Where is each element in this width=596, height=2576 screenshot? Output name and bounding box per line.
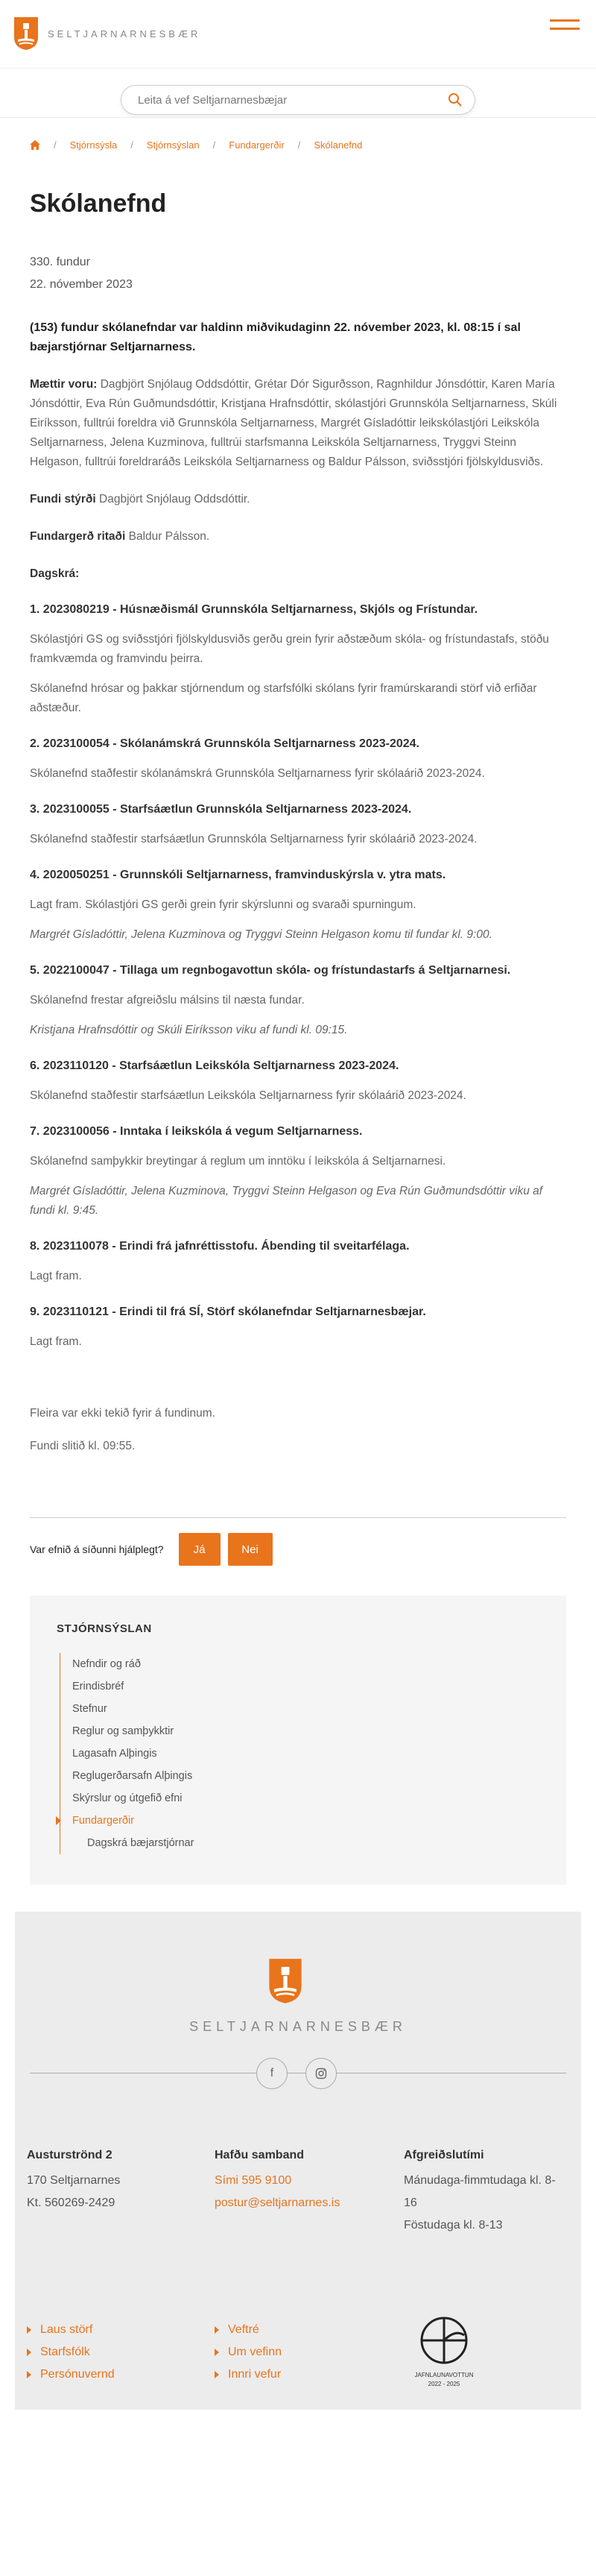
footer-contact: [215, 2144, 378, 2214]
meeting-end: Fundi slitið kl. 09:55.: [30, 1440, 136, 1452]
footer-hours-title: Afgreiðslutími: [404, 2149, 484, 2161]
footer-email-link[interactable]: postur@seltjarnarnes.is: [215, 2196, 340, 2209]
section-nav-title: STJÓRNSÝSLAN: [57, 1622, 152, 1635]
breadcrumb-link[interactable]: Stjórnsýsla: [69, 139, 118, 151]
agenda-item-text: Skólanefnd staðfestir starfsáætlun Leikskóla Seltjarnarness fyrir skólaárið 2023-2024.: [30, 1089, 466, 1102]
page-title: Skólanefnd: [30, 189, 167, 218]
instagram-icon[interactable]: [305, 2058, 337, 2089]
meeting-number: 330. fundur: [30, 256, 90, 268]
badge-years: 2022 - 2025: [428, 2381, 460, 2387]
agenda-item-title: 8. 2023110078 - Erindi frá jafnréttisstofu. Ábending til sveitarfélaga.: [30, 1240, 410, 1253]
agenda-item-title: 3. 2023100055 - Starfsáætlun Grunnskóla Seltjarnarness 2023-2024.: [30, 803, 412, 816]
breadcrumb-separator: /: [54, 139, 57, 151]
agenda-item-title: 9. 2023110121 - Erindi til frá SÍ, Störf skólanefndar Seltjarnarnesbæjar.: [30, 1306, 426, 1318]
agenda-item-title: 1. 2023080219 - Húsnæðismál Grunnskóla Seltjarnarness, Skjóls og Frístundar.: [30, 603, 478, 616]
footer-contact-title: Hafðu samband: [215, 2149, 305, 2161]
search-input[interactable]: [138, 94, 448, 107]
agenda-item-title: 2. 2023100054 - Skólanámskrá Grunnskóla Seltjarnarness 2023-2024.: [30, 737, 419, 750]
breadcrumb-separator: /: [130, 139, 133, 151]
equal-pay-certification-icon: [418, 2314, 470, 2366]
section-nav-item[interactable]: Erindisbréf: [72, 1681, 124, 1692]
footer-address-title: Austurströnd 2: [27, 2149, 112, 2161]
footer-phone-link[interactable]: Sími 595 9100: [215, 2174, 292, 2187]
attendees-list: Dagbjört Snjólaug Oddsdóttir, Grétar Dór Sigurðsson, Ragnhildur Jónsdóttir, Karen María Jónsdóttir, Eva Rún Guðmundsdóttir, Kristjana Hrafnsdóttir, skólastjóri Grunnskóla Seltjarnarness, Skúli Eiríksson, fulltrúi foreldra við Grunnskóla Seltjarnarness, Margrét Gísladóttir leikskólastjóri Leikskóla Seltjarnarness, Jelena Kuzminova, fulltrúi starfsmanna Leikskóla Seltjarnarness, Tryggvi Steinn Helgason, fulltrúi foreldraráðs Leikskóla Seltjarnarness og Baldur Pálsson, sviðsstjóri fjölskyldusviðs.: [30, 378, 557, 468]
brand-name: SELTJARNARNESBÆR: [48, 28, 201, 40]
section-nav-item[interactable]: Fundargerðir: [72, 1810, 539, 1832]
footer-links-2: [215, 2319, 282, 2386]
footer-link[interactable]: Um vefinn: [215, 2341, 282, 2364]
secretary: [30, 527, 566, 547]
footer-links-1: [27, 2319, 115, 2386]
agenda-item-title: 4. 2020050251 - Grunnskóli Seltjarnarness, framvinduskýrsla v. ytra mats.: [30, 869, 446, 881]
site-footer: [15, 1912, 581, 2410]
breadcrumb: [30, 137, 596, 152]
agenda-item-text: Skólanefnd samþykkir breytingar á reglum um inntöku í leikskóla á Seltjarnarnesi.: [30, 1155, 446, 1168]
section-nav-item[interactable]: Stefnur: [72, 1703, 107, 1715]
feedback-question: Var efnið á síðunni hjálplegt?: [30, 1543, 164, 1555]
section-nav-item[interactable]: Lagasafn Alþingis: [72, 1748, 157, 1760]
main-content: [0, 189, 596, 1453]
feedback-yes-button[interactable]: Já: [179, 1533, 221, 1566]
footer-link[interactable]: Laus störf: [27, 2319, 115, 2341]
site-header: [0, 0, 596, 69]
footer-link[interactable]: Starfsfólk: [27, 2341, 115, 2364]
agenda-item-text: Lagt fram. Skólastjóri GS gerði grein fyrir skýrslunni og svaraði spurningum.: [30, 898, 416, 911]
section-nav-item[interactable]: Reglur og samþykktir: [72, 1725, 174, 1737]
meeting-meta: [30, 251, 566, 296]
footer-brand: SELTJARNARNESBÆR: [189, 2019, 407, 2034]
agenda-item-text: Skólastjóri GS og sviðsstjóri fjölskyldusviðs gerðu grein fyrir aðstæðum skóla- og frístundastafs, stöðu framkvæmda og framvindu þeirra.: [30, 633, 549, 665]
breadcrumb-current[interactable]: Skólanefnd: [314, 139, 363, 151]
search-bar: [0, 69, 596, 118]
chair-name: Dagbjört Snjólaug Oddsdóttir.: [99, 493, 250, 506]
agenda-item-text: Skólanefnd hrósar og þakkar stjórnendum og starfsfólki skólans fyrir framúrskarandi störf við erfiðar aðstæður.: [30, 682, 537, 714]
meeting-intro: (153) fundur skólanefndar var haldinn miðvikudaginn 22. nóvember 2023, kl. 08:15 í sal bæjarstjórnar Seltjarnarness.: [30, 321, 521, 353]
home-icon[interactable]: [30, 140, 40, 150]
breadcrumb-link[interactable]: Fundargerðir: [229, 139, 285, 151]
footer-hours: [404, 2144, 568, 2237]
agenda-item-title: 5. 2022100047 - Tillaga um regnbogavottun skóla- og frístundastarfs á Seltjarnarnesi.: [30, 964, 511, 977]
footer-hours-weekdays: Mánudaga-fimmtudaga kl. 8-16: [404, 2174, 556, 2209]
footer-link[interactable]: Innri vefur: [215, 2364, 282, 2386]
agenda-heading: Dagskrá:: [30, 567, 80, 580]
chair: [30, 490, 566, 509]
secretary-name: Baldur Pálsson.: [128, 530, 210, 543]
section-nav-list: [60, 1653, 539, 1854]
badge-caption: JAFNLAUNAVOTTUN: [414, 2372, 474, 2378]
agenda-item-text: Skólanefnd staðfestir skólanámskrá Grunnskóla Seltjarnarness fyrir skólaárið 2023-2024.: [30, 767, 485, 780]
footer-hours-friday: Föstudaga kl. 8-13: [404, 2219, 503, 2232]
agenda-item-text: Lagt fram.: [30, 1335, 82, 1348]
attendees: [30, 375, 566, 472]
agenda-item-title: 7. 2023100056 - Inntaka í leikskóla á vegum Seltjarnarness.: [30, 1125, 363, 1138]
breadcrumb-separator: /: [297, 139, 301, 151]
agenda-item-title: 6. 2023110120 - Starfsáætlun Leikskóla Seltjarnarness 2023-2024.: [30, 1059, 399, 1072]
agenda-item-text: Skólanefnd staðfestir starfsáætlun Grunnskóla Seltjarnarness fyrir skólaárið 2023-2024.: [30, 833, 478, 845]
meeting-date: 22. nóvember 2023: [30, 278, 133, 291]
coat-of-arms-icon: [13, 16, 39, 51]
secretary-label: Fundargerð ritaði: [30, 530, 126, 543]
breadcrumb-link[interactable]: Stjórnsýslan: [146, 139, 200, 151]
agenda-item-text: Lagt fram.: [30, 1270, 82, 1282]
agenda-item-note: Margrét Gísladóttir, Jelena Kuzminova, Tryggvi Steinn Helgason og Eva Rún Guðmundsdóttir viku af fundi kl. 9:45.: [30, 1185, 543, 1217]
feedback-no-button[interactable]: Nei: [228, 1533, 273, 1566]
menu-icon[interactable]: [550, 19, 580, 37]
section-nav-item[interactable]: Nefndir og ráð: [72, 1658, 141, 1670]
attendees-label: Mættir voru:: [30, 378, 98, 391]
footer-address-line: 170 Seltjarnarnes: [27, 2174, 121, 2187]
breadcrumb-separator: /: [212, 139, 216, 151]
agenda-list: [30, 600, 566, 1352]
footer-link[interactable]: Persónuvernd: [27, 2364, 115, 2386]
section-nav: [30, 1596, 566, 1885]
coat-of-arms-icon: [268, 1956, 302, 2006]
footer-address: [27, 2144, 191, 2214]
equal-pay-badge: [414, 2314, 474, 2388]
search-container: [121, 85, 475, 115]
agenda-item-note: Kristjana Hrafnsdóttir og Skúli Eiríksson viku af fundi kl. 09:15.: [30, 1024, 348, 1036]
footer-kt: Kt. 560269-2429: [27, 2196, 115, 2209]
section-nav-item[interactable]: Skýrslur og útgefið efni: [72, 1792, 183, 1804]
facebook-icon[interactable]: f: [256, 2058, 288, 2089]
section-nav-item[interactable]: Reglugerðarsafn Alþingis: [72, 1770, 193, 1782]
footer-link[interactable]: Veftré: [215, 2319, 282, 2341]
feedback-bar: [30, 1517, 566, 1566]
chair-label: Fundi stýrði: [30, 493, 96, 506]
agenda-item-text: Skólanefnd frestar afgreiðslu málsins til næsta fundar.: [30, 994, 305, 1007]
site-logo[interactable]: [13, 16, 200, 51]
search-icon[interactable]: [448, 92, 463, 107]
section-nav-subitem[interactable]: Dagskrá bæjarstjórnar: [87, 1837, 194, 1849]
agenda-item-note: Margrét Gísladóttir, Jelena Kuzminova og Tryggvi Steinn Helgason komu til fundar kl. 9:00.: [30, 928, 492, 941]
closing-text: Fleira var ekki tekið fyrir á fundinum.: [30, 1407, 215, 1420]
